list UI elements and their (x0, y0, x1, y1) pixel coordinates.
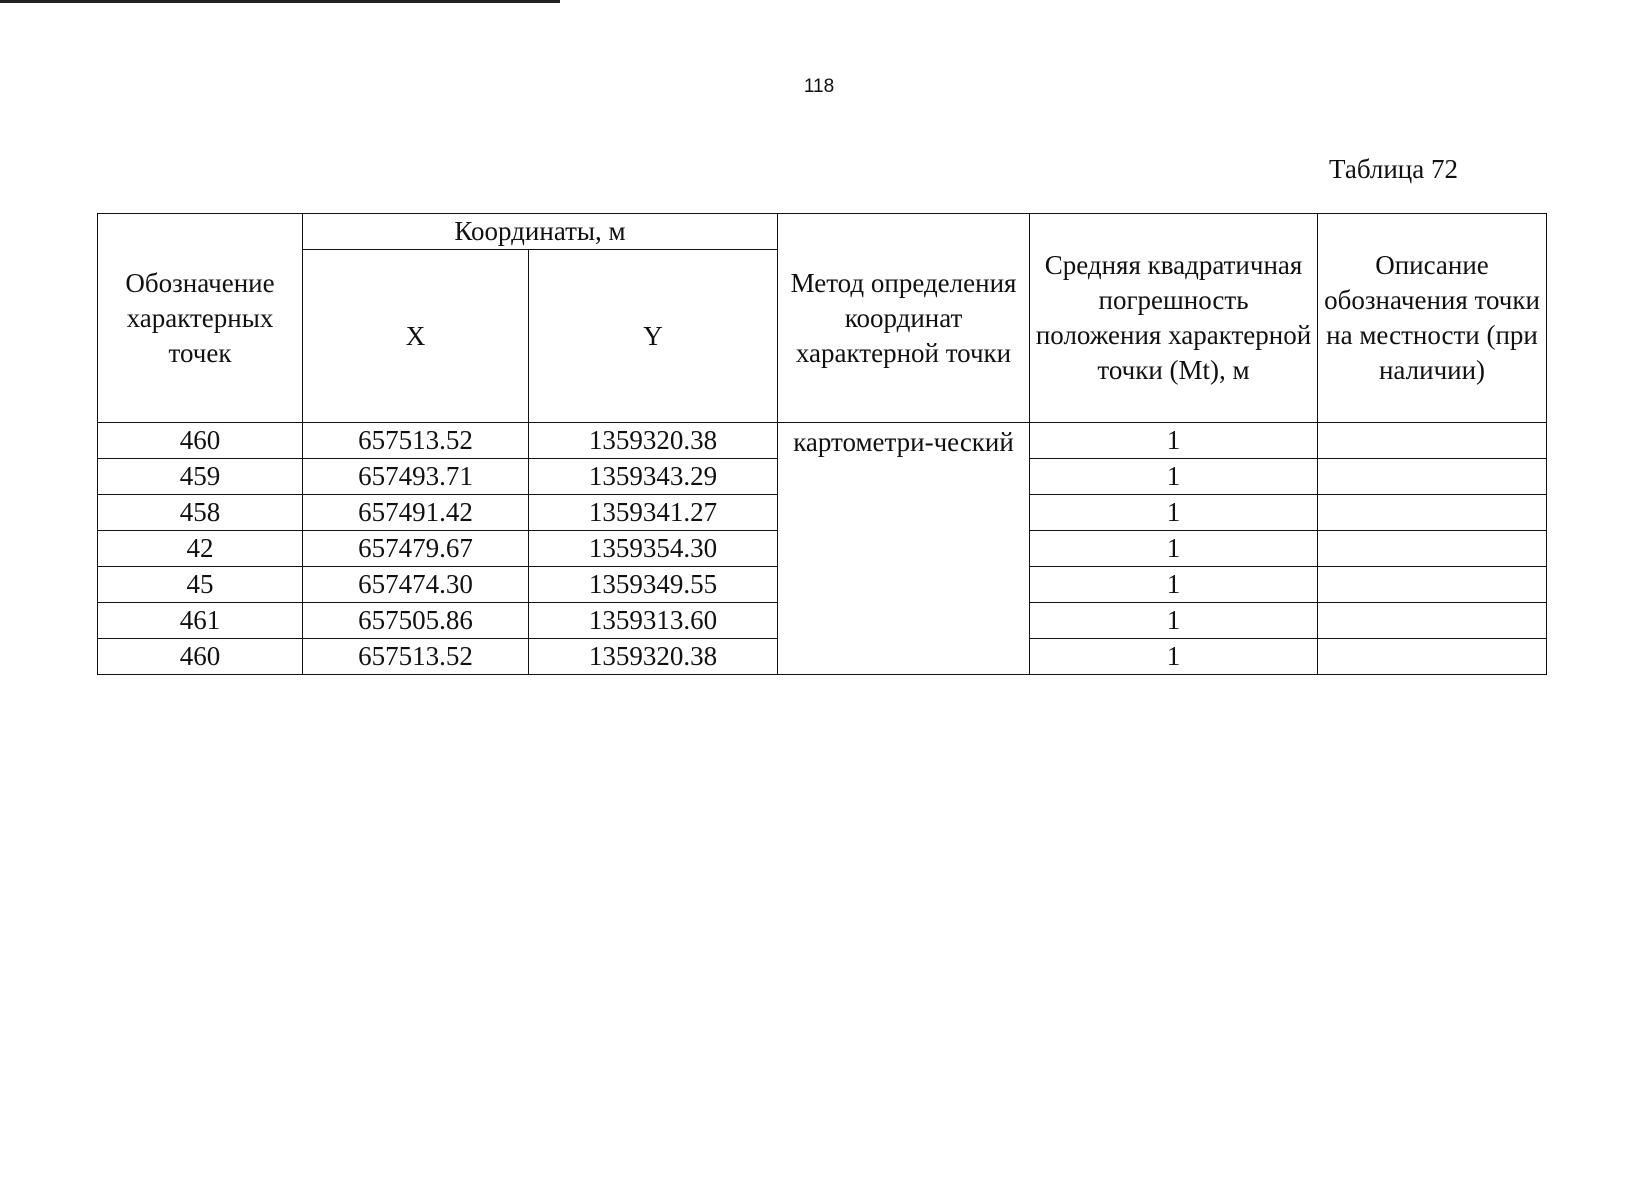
cell-point: 45 (98, 567, 303, 603)
cell-x: 657505.86 (303, 603, 529, 639)
top-scan-rule (0, 0, 560, 3)
cell-point: 42 (98, 531, 303, 567)
cell-x: 657491.42 (303, 495, 529, 531)
table-row (98, 423, 1547, 459)
cell-y: 1359320.38 (529, 423, 778, 459)
header-x: X (303, 250, 529, 423)
table-label: Таблица 72 (1329, 154, 1458, 184)
cell-description (1318, 639, 1547, 675)
cell-y: 1359341.27 (529, 495, 778, 531)
cell-mt: 1 (1030, 423, 1318, 459)
cell-description (1318, 459, 1547, 495)
cell-y: 1359343.29 (529, 459, 778, 495)
cell-x: 657479.67 (303, 531, 529, 567)
cell-description (1318, 567, 1547, 603)
cell-mt: 1 (1030, 459, 1318, 495)
cell-mt: 1 (1030, 639, 1318, 675)
cell-mt: 1 (1030, 495, 1318, 531)
header-designation: Обозначение характерных точек (98, 214, 303, 423)
cell-point: 460 (98, 639, 303, 675)
header-coordinates: Координаты, м (303, 214, 778, 250)
cell-description (1318, 531, 1547, 567)
cell-y: 1359349.55 (529, 567, 778, 603)
cell-x: 657513.52 (303, 639, 529, 675)
header-method: Метод определения координат характерной точки (778, 214, 1030, 423)
cell-point: 460 (98, 423, 303, 459)
header-y: Y (529, 250, 778, 423)
cell-point: 458 (98, 495, 303, 531)
cell-point: 461 (98, 603, 303, 639)
cell-description (1318, 495, 1547, 531)
cell-description (1318, 603, 1547, 639)
cell-point: 459 (98, 459, 303, 495)
cell-description (1318, 423, 1547, 459)
page-number: 118 (803, 76, 835, 97)
cell-x: 657474.30 (303, 567, 529, 603)
cell-y: 1359354.30 (529, 531, 778, 567)
cell-method: картометри-ческий (778, 423, 1030, 675)
cell-y: 1359313.60 (529, 603, 778, 639)
cell-x: 657493.71 (303, 459, 529, 495)
cell-y: 1359320.38 (529, 639, 778, 675)
cell-mt: 1 (1030, 603, 1318, 639)
cell-mt: 1 (1030, 531, 1318, 567)
cell-x: 657513.52 (303, 423, 529, 459)
coordinates-table (97, 213, 1547, 675)
header-description: Описание обозначения точки на местности (при наличии) (1318, 214, 1547, 423)
cell-mt: 1 (1030, 567, 1318, 603)
header-error: Средняя квадратичная погрешность положения характерной точки (Mt), м (1030, 214, 1318, 423)
